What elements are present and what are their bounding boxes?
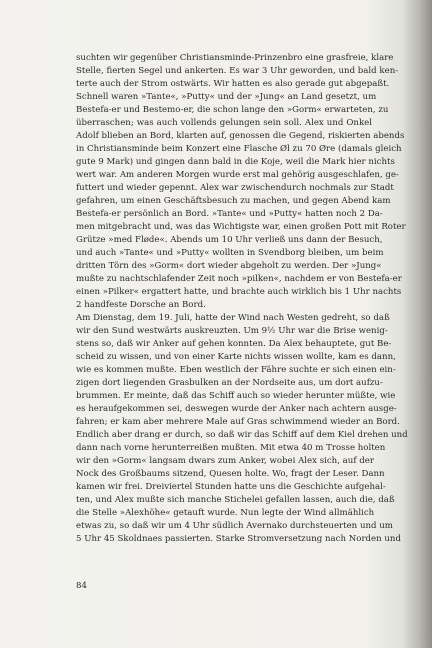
text-line: wert war. Am anderen Morgen wurde erst mal gehörig ausgeschlafen, ge- — [76, 170, 399, 180]
text-line: wie es kommen mußte. Eben westlich der Fähre suchte er sich einen ein- — [76, 365, 396, 375]
text-line: Am Dienstag, dem 19. Juli, hatte der Wind nach Westen gedreht, so daß — [76, 313, 390, 323]
text-line: einen »Pilker« ergattert hatte, und brachte auch wirklich bis 1 Uhr nachts — [76, 287, 402, 297]
text-line: Nock des Großbaums sitzend, Quesen holte. Wo, fragt der Leser. Dann — [76, 469, 385, 479]
text-line: stens so, daß wir Anker auf gehen konnten. Da Alex behauptete, gut Be- — [76, 339, 392, 349]
body-text — [76, 52, 408, 546]
text-line: gute 9 Mark) und gingen dann bald in die Koje, weil die Mark hier nichts — [76, 157, 395, 167]
text-line: die Stelle »Alexhöhe« getauft wurde. Nun legte der Wind allmählich — [76, 508, 375, 518]
text-line: kamen wir frei. Dreiviertel Stunden hatte uns die Geschichte aufgehal- — [76, 482, 386, 492]
text-line: ten, und Alex mußte sich manche Stichelei gefallen lassen, auch die, daß — [76, 495, 395, 505]
text-line: und auch »Tante« und »Putty« wollten in Svendborg bleiben, um beim — [76, 248, 384, 258]
text-line: Endlich aber drang er durch, so daß wir das Schiff auf dem Kiel drehen und — [76, 430, 408, 440]
text-line: wir den Sund westwärts auskreuzten. Um 9½ Uhr war die Brise wenig- — [76, 326, 388, 336]
text-line: etwas zu, so daß wir um 4 Uhr südlich Avernako durchsteuerten und um — [76, 521, 393, 531]
text-line: brummen. Er meinte, daß das Schiff auch so wieder herunter müßte, wie — [76, 391, 396, 401]
text-line: gefahren, um einen Geschäftsbesuch zu machen, und gegen Abend kam — [76, 196, 391, 206]
text-line: dritten Törn des »Gorm« dort wieder abgeholt zu werden. Der »Jung« — [76, 261, 382, 271]
text-line: fahren; er kam aber mehrere Male auf Gras schwimmend wieder an Bord. — [76, 417, 400, 427]
text-line: scheid zu wissen, und von einer Karte nichts wissen wollte, kam es dann, — [76, 352, 396, 362]
text-line: Adolf blieben an Bord, klarten auf, genossen die Gegend, riskierten abends — [76, 131, 405, 141]
text-line: 5 Uhr 45 Skoldnaes passierten. Starke Stromversetzung nach Norden und — [76, 534, 401, 544]
text-line: zigen dort liegenden Grasbulken an der Nordseite aus, um dort aufzu- — [76, 378, 383, 388]
text-line: terte auch der Strom ostwärts. Wir hatten es also gerade gut abgepaßt. — [76, 79, 390, 89]
page-number: 84 — [76, 581, 87, 591]
text-line: 2 handfeste Dorsche an Bord. — [76, 300, 206, 310]
text-line: Grütze »med Fløde«. Abends um 10 Uhr verließ uns dann der Besuch, — [76, 235, 383, 245]
text-line: futtert und wieder gepennt. Alex war zwischendurch nochmals zur Stadt — [76, 183, 394, 193]
text-line: Bestefa-er persönlich an Bord. »Tante« und »Putty« hatten noch 2 Da- — [76, 209, 383, 219]
text-line: Schnell waren »Tante«, »Putty« und der »Jung« an Land gesetzt, um — [76, 92, 377, 102]
text-line: men mitgebracht und, was das Wichtigste war, einen großen Pott mit Roter — [76, 222, 406, 232]
text-line: in Christiansminde beim Konzert eine Flasche Øl zu 70 Øre (damals gleich — [76, 144, 402, 154]
text-line: es heraufgekommen sei, deswegen wurde der Anker nach achtern ausge- — [76, 404, 397, 414]
text-line: überraschen; was auch vollends gelungen sein soll. Alex und Onkel — [76, 118, 372, 128]
text-line: dann nach vorne herunterreißen mußten. Mit etwa 40 m Trosse holten — [76, 443, 386, 453]
text-line: suchten wir gegenüber Christiansminde-Prinzenbro eine grasfreie, klare — [76, 53, 394, 63]
text-line: Bestefa-er und Bestemo-er, die schon lange den »Gorm« erwarteten, zu — [76, 105, 389, 115]
text-line: Stelle, fierten Segel und ankerten. Es war 3 Uhr geworden, und bald ken- — [76, 66, 399, 76]
text-line: mußte zu nachtschlafender Zeit noch »pilken«, nachdem er von Bestefa-er — [76, 274, 402, 284]
text-line: wir den »Gorm« langsam dwars zum Anker, wobei Alex sich, auf der — [76, 456, 374, 466]
